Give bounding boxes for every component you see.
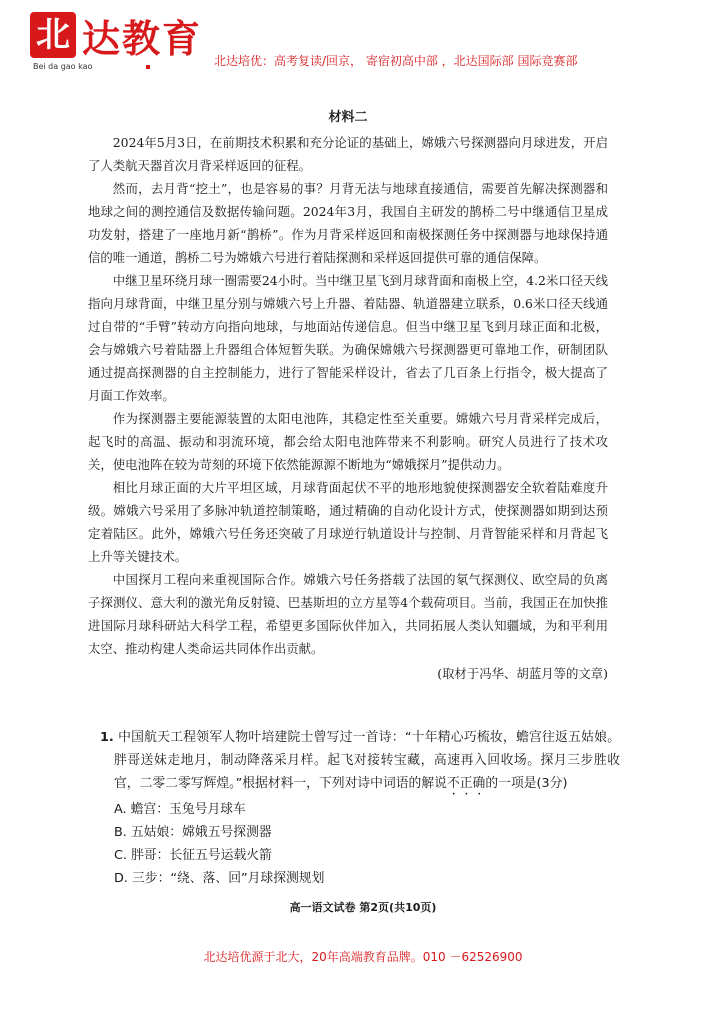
stem-text-end: 的一项是(3分) [485,776,568,791]
logo-dot [146,65,150,69]
logo-text: 达教育 [82,16,203,61]
option-a: A. 蟾宫：玉兔号月球车 [114,802,246,817]
paragraph: 相比月球正面的大片平坦区域，月球背面起伏不平的地形地貌使探测器安全软着陆难度升级。嫦娥六号采用了多脉冲轨道控制策略，通过精确的自动化设计方式，使探测器如期到达预定着陆区。此外，嫦娥六号任务还突破了月球逆行轨道设计与控制、月背智能采样和月背起飞上升等关键技术。 [88,480,608,564]
logo-pinyin: Bei da gao kao [33,62,93,71]
question-1 [100,726,620,890]
material-section [88,106,608,689]
page-number: 高一语文试卷 第2页(共10页) [289,901,437,914]
header-tagline: 北达培优：高考复读/回京， 寄宿初高中部 ，北达国际部 国际竞赛部 [214,54,578,68]
question-stem [100,726,620,798]
header [0,0,726,80]
source-citation: (取材于冯华、胡蓝月等的文章) [437,666,608,681]
paragraph: 然而，去月背“挖土”，也是容易的事？月背无法与地球直接通信，需要首先解决探测器和地球之间的测控通信及数据传输问题。2024年3月，我国自主研发的鹊桥二号中继通信卫星成功发射，搭建了一座地月新“鹊桥”。作为月背采样返回和南极探测任务中探测器与地球保持通信的唯一通道，鹊桥二号为嫦娥六号进行着陆探测和采样返回提供可靠的通信保障。 [88,181,608,265]
section-title: 材料二 [328,110,368,125]
paragraph: 2024年5月3日，在前期技术积累和充分论证的基础上，嫦娥六号探测器向月球进发，开启了人类航天器首次月背采样返回的征程。 [88,135,608,173]
option-b: B. 五姑娘：嫦娥五号探测器 [114,825,272,840]
footer-advert: 北达培优源于北大，20年高端教育品牌。010 －62526900 [203,950,523,964]
question-number: 1. [100,730,114,745]
stem-emphasis: 不正确 [446,776,486,791]
paragraph: 中继卫星环绕月球一圈需要24小时。当中继卫星飞到月球背面和南极上空，4.2米口径天线指向月球背面，中继卫星分别与嫦娥六号上升器、着陆器、轨道器建立联系，0.6米口径天线通过自带的“手臂”转动方向指向地球，与地面站传递信息。但当中继卫星飞到月球正面和北极，会与嫦娥六号着陆器上升器组合体短暂失联。为确保嫦娥六号探测器更可靠地工作，研制团队通过提高探测器的自主控制能力，进行了智能采样设计，省去了几百条上行指令，极大提高了月面工作效率。 [88,273,608,403]
paragraph: 中国探月工程向来重视国际合作。嫦娥六号任务搭载了法国的氡气探测仪、欧空局的负离子探测仪、意大利的激光角反射镜、巴基斯坦的立方星等4个载荷项目。当前，我国正在加快推进国际月球科研站大科学工程，希望更多国际伙伴加入，共同拓展人类认知疆域，为和平利用太空、推动构建人类命运共同体作出贡献。 [88,572,608,656]
logo-mark: 北 [30,12,76,58]
stem-text: 中国航天工程领军人物叶培建院士曾写过一首诗：“十年精心巧梳妆，蟾宫往返五姑娘。胖哥送妹走地月，制动降落采月样。起飞对接转宝藏，高速再入回收场。探月三步胜收官，二零二零写辉煌。”根据材料一，下列对诗中词语的解说 [114,730,620,791]
paragraph: 作为探测器主要能源装置的太阳电池阵，其稳定性至关重要。嫦娥六号月背采样完成后，起飞时的高温、振动和羽流环境，都会给太阳电池阵带来不利影响。研究人员进行了技术攻关，使电池阵在较为苛刻的环境下依然能源源不断地为“嫦娥探月”提供动力。 [88,411,608,472]
option-c: C. 胖哥：长征五号运载火箭 [114,848,272,863]
option-d: D. 三步：“绕、落、回”月球探测规划 [114,871,325,886]
